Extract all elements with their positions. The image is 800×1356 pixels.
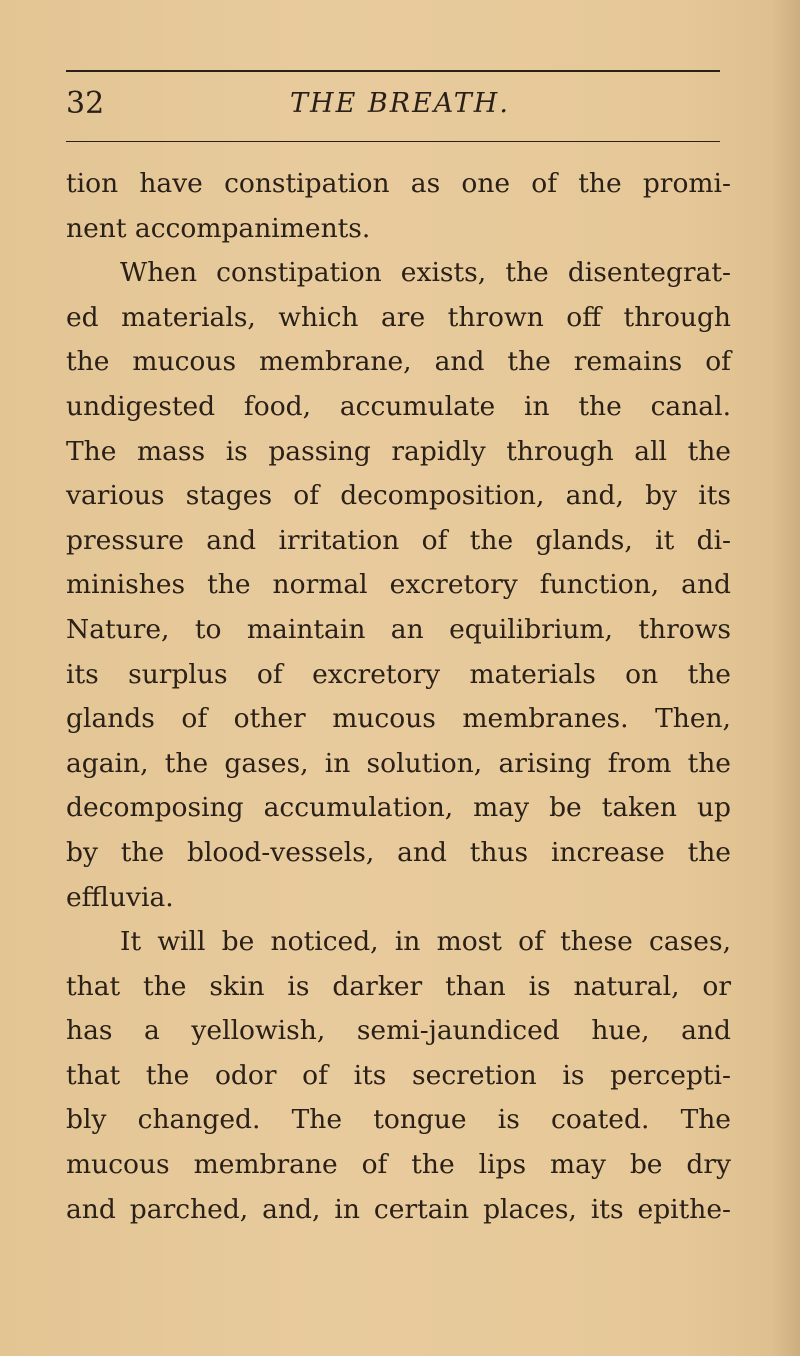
text-line: again, the gases, in solution, arising from the bbox=[66, 747, 731, 779]
body-text bbox=[66, 162, 731, 1232]
text-line: various stages of decomposition, and, by its bbox=[66, 480, 731, 512]
text-line: that the odor of its secretion is percepti- bbox=[66, 1059, 731, 1091]
text-line: nent accompaniments. bbox=[66, 212, 371, 244]
text-line: tion have constipation as one of the promi- bbox=[66, 168, 731, 199]
text-line: has a yellowish, semi-jaundiced hue, and bbox=[66, 1015, 731, 1047]
text-line: bly changed. The tongue is coated. The bbox=[66, 1104, 731, 1136]
text-line: decomposing accumulation, may be taken up bbox=[66, 792, 731, 824]
text-line: undigested food, accumulate in the canal. bbox=[66, 390, 731, 422]
header-bottom-rule bbox=[66, 141, 720, 142]
text-line: It will be noticed, in most of these cases, bbox=[120, 926, 731, 958]
text-line: glands of other mucous membranes. Then, bbox=[66, 703, 731, 735]
text-line: and parched, and, in certain places, its epithe- bbox=[66, 1193, 731, 1225]
text-line: its surplus of excretory materials on the bbox=[66, 658, 731, 690]
page-edge-shadow bbox=[772, 0, 800, 1356]
text-line: When constipation exists, the disentegrat- bbox=[120, 257, 731, 289]
text-line: Nature, to maintain an equilibrium, throws bbox=[66, 613, 731, 645]
text-line: minishes the normal excretory function, and bbox=[66, 569, 731, 601]
text-line: by the blood-vessels, and thus increase the bbox=[66, 836, 731, 868]
text-line: pressure and irritation of the glands, it di- bbox=[66, 524, 731, 556]
text-line: that the skin is darker than is natural, or bbox=[66, 970, 731, 1002]
header-top-rule bbox=[66, 70, 720, 72]
text-line: mucous membrane of the lips may be dry bbox=[66, 1149, 731, 1181]
text-line: The mass is passing rapidly through all the bbox=[66, 435, 731, 467]
text-line: ed materials, which are thrown off through bbox=[66, 301, 731, 333]
text-line: effluvia. bbox=[66, 881, 174, 913]
page-number: 32 bbox=[66, 86, 105, 121]
text-line: the mucous membrane, and the remains of bbox=[66, 346, 731, 378]
running-title: THE BREATH. bbox=[290, 88, 510, 119]
